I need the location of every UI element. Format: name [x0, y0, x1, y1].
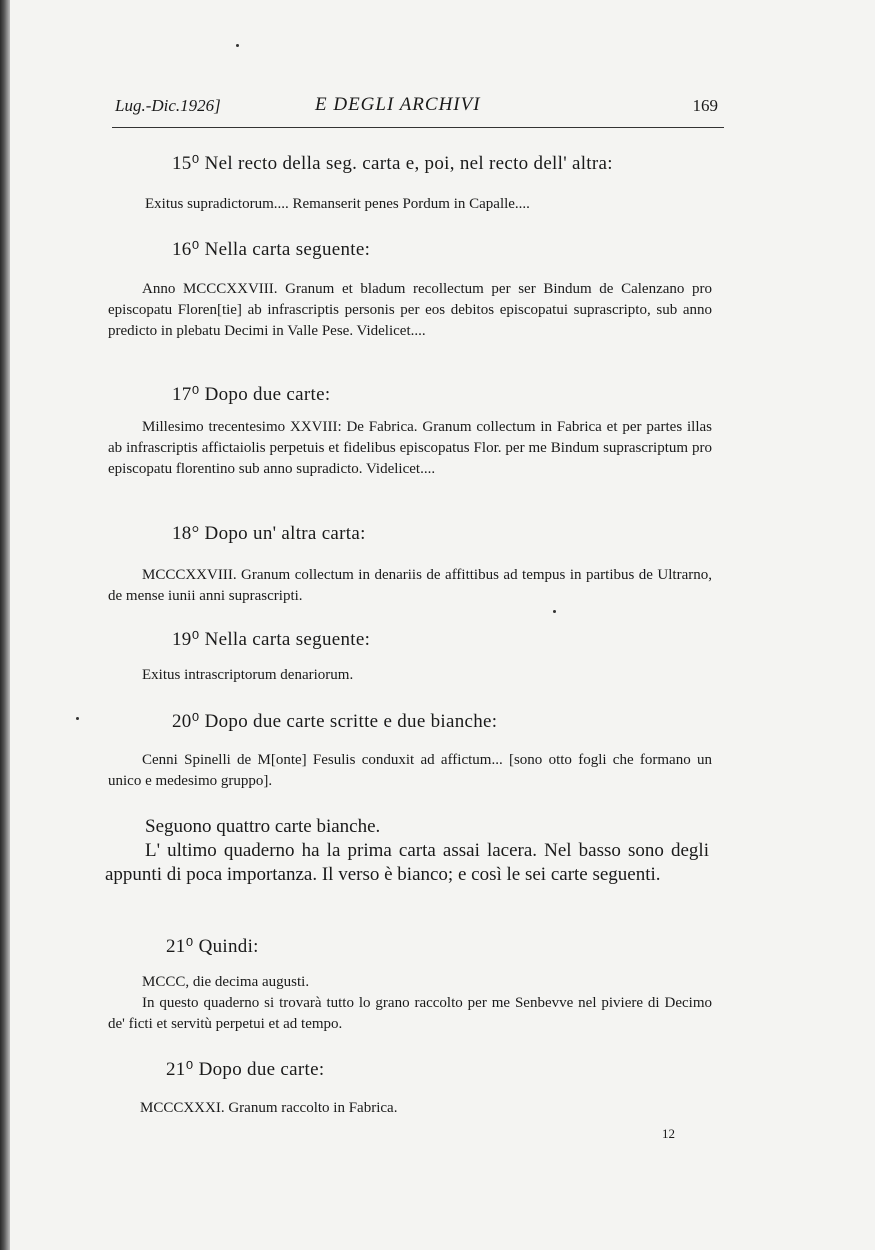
section-heading-21a: 21⁰ Quindi: — [166, 936, 259, 957]
section-text-19: Exitus intrascriptorum denariorum. — [142, 667, 354, 683]
folio-signature: 12 — [662, 1126, 675, 1141]
section-heading-21b: 21⁰ Dopo due carte: — [166, 1059, 325, 1080]
page-number: 169 — [692, 96, 718, 115]
section-heading-17: 17⁰ Dopo due carte: — [172, 384, 331, 405]
section-text-15: Exitus supradictorum.... Remanserit penes Pordum in Capalle.... — [145, 196, 530, 212]
paragraph-last-quire: L' ultimo quaderno ha la prima carta assai lacera. Nel basso sono degli appunti di poca importanza. Il verso è bianco; e così le sei carte seguenti. — [105, 840, 709, 885]
header-title: E DEGLI ARCHIVI — [315, 94, 481, 115]
section-text-20: Cenni Spinelli de M[onte] Fesulis conduxit ad affictum... [sono otto fogli che formano un unico e medesimo gruppo]. — [108, 752, 712, 789]
header-date: Lug.-Dic.1926] — [115, 96, 221, 115]
section-text-17: Millesimo trecentesimo XXVIII: De Fabrica. Granum collectum in Fabrica et per partes illas ab infrascriptis affictaiolis perpetuis et fidelibus episcopatus Flor. per me Bindum suprascriptum pro episcopatu florentino sub anno supradicto. Videlicet.... — [108, 419, 712, 477]
section-heading-18: 18° Dopo un' altra carta: — [172, 523, 366, 544]
section-text-16: Anno MCCCXXVIII. Granum et bladum recollectum per ser Bindum de Calenzano pro episcopatu Floren[tie] ab infrascriptis personis per eos debitos episcopatui suprascripto, sub anno predicto in plebatu Decimi in Valle Pese. Videlicet.... — [108, 281, 712, 339]
paragraph-blank-pages: Seguono quattro carte bianche. — [145, 816, 381, 837]
running-header — [115, 92, 720, 120]
section-text-21b: MCCCXXXI. Granum raccolto in Fabrica. — [140, 1100, 398, 1116]
section-text-18: MCCCXXVIII. Granum collectum in denariis de affittibus ad tempus in partibus de Ultrarno, de mense iunii anni suprascripti. — [108, 567, 712, 604]
section-heading-20: 20⁰ Dopo due carte scritte e due bianche: — [172, 711, 498, 732]
page-edge-shadow — [0, 0, 10, 1250]
section-heading-16: 16⁰ Nella carta seguente: — [172, 239, 371, 260]
scan-speck — [236, 44, 239, 47]
section-text-21a: MCCC, die decima augusti. In questo quaderno si trovarà tutto lo grano raccolto per me Senbevve nel piviere di Decimo de' ficti et servitù perpetui et ad tempo. — [108, 974, 712, 1032]
section-heading-19: 19⁰ Nella carta seguente: — [172, 629, 371, 650]
header-rule — [112, 127, 724, 128]
section-heading-15: 15⁰ Nel recto della seg. carta e, poi, nel recto dell' altra: — [172, 153, 613, 174]
scan-speck — [76, 717, 79, 720]
scan-speck — [553, 610, 556, 613]
